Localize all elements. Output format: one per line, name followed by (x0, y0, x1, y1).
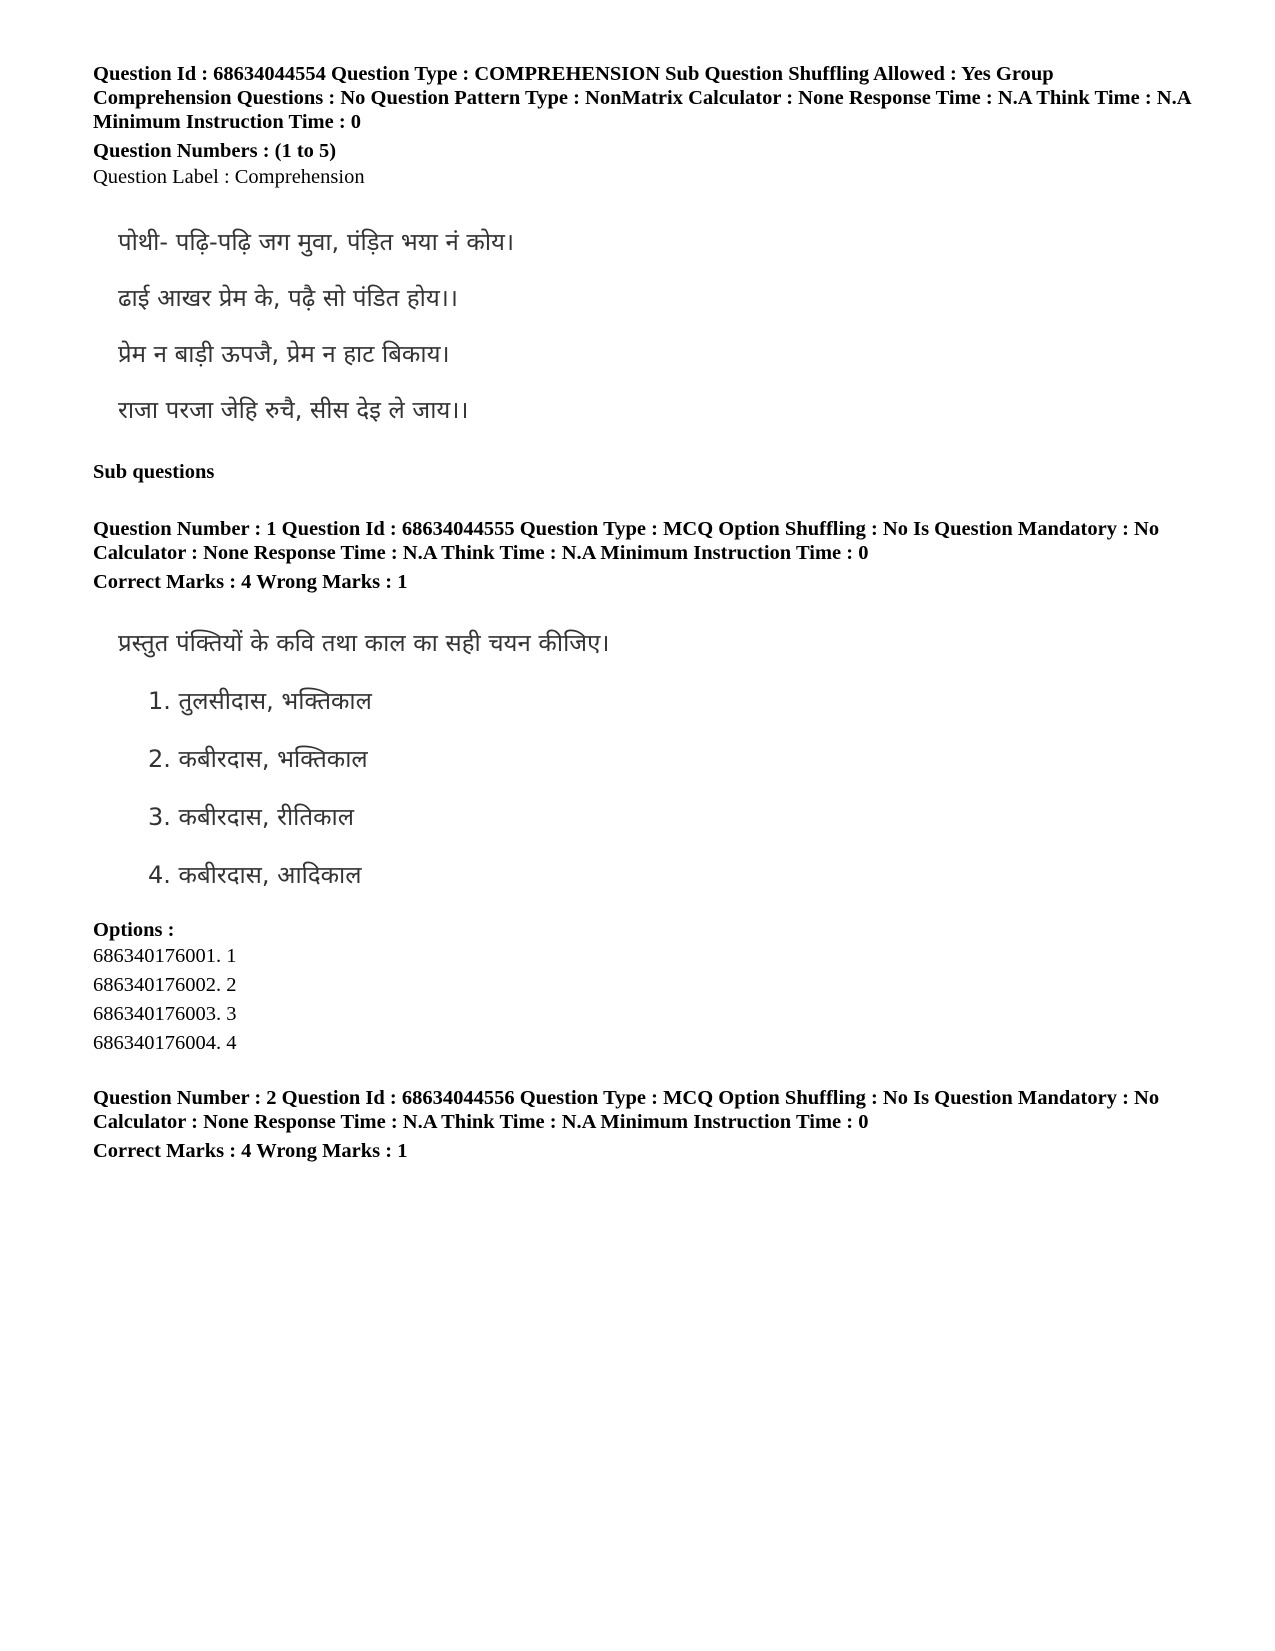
question-paper-page (93, 62, 1193, 1163)
options-list (93, 942, 1193, 1058)
passage-line: प्रेम न बाड़ी ऊपजै, प्रेम न हाट बिकाय। (118, 340, 450, 368)
question-numbers: Question Numbers : (1 to 5) (93, 140, 337, 162)
choice-item: 2. कबीरदास, भक्तिकाल (148, 745, 368, 773)
options-heading: Options : (93, 919, 175, 941)
comprehension-passage (118, 214, 1193, 438)
question-1 (93, 517, 1193, 1058)
question-2-header: Question Number : 2 Question Id : 68634044556 Question Type : MCQ Option Shuffling : No Is Question Mandatory : No Calculator : None Response Time : N.A Think Time : N.A Minimum Instruction Time : 0 (93, 1087, 1160, 1133)
option-item: 686340176003. 3 (93, 1003, 237, 1025)
question-1-choices (148, 672, 1193, 904)
option-item: 686340176002. 2 (93, 974, 237, 996)
choice-item: 1. तुलसीदास, भक्तिकाल (148, 687, 372, 715)
question-1-stem: प्रस्तुत पंक्तियों के कवि तथा काल का सही चयन कीजिए। (118, 629, 610, 657)
passage-line: राजा परजा जेहि रुचै, सीस देइ ले जाय।। (118, 396, 469, 424)
option-item: 686340176001. 1 (93, 945, 237, 967)
passage-line: ढाई आखर प्रेम के, पढ़ै सो पंडित होय।। (118, 284, 458, 312)
choice-item: 4. कबीरदास, आदिकाल (148, 861, 362, 889)
sub-questions-heading: Sub questions (93, 461, 215, 483)
question-2-marks: Correct Marks : 4 Wrong Marks : 1 (93, 1140, 408, 1162)
question-label: Question Label : Comprehension (93, 166, 365, 188)
comprehension-header: Question Id : 68634044554 Question Type : COMPREHENSION Sub Question Shuffling Allowed : Yes Group Comprehension Questions : No Question Pattern Type : NonMatrix Calculator : None Response Time : N.A Think Time : N.A Minimum Instruction Time : 0 (93, 63, 1191, 133)
question-2 (93, 1086, 1193, 1163)
passage-line: पोथी- पढ़ि-पढ़ि जग मुवा, पंड़ित भया नं कोय। (118, 228, 515, 256)
choice-item: 3. कबीरदास, रीतिकाल (148, 803, 354, 831)
question-1-marks: Correct Marks : 4 Wrong Marks : 1 (93, 571, 408, 593)
question-1-header: Question Number : 1 Question Id : 68634044555 Question Type : MCQ Option Shuffling : No Is Question Mandatory : No Calculator : None Response Time : N.A Think Time : N.A Minimum Instruction Time : 0 (93, 518, 1160, 564)
option-item: 686340176004. 4 (93, 1032, 237, 1054)
